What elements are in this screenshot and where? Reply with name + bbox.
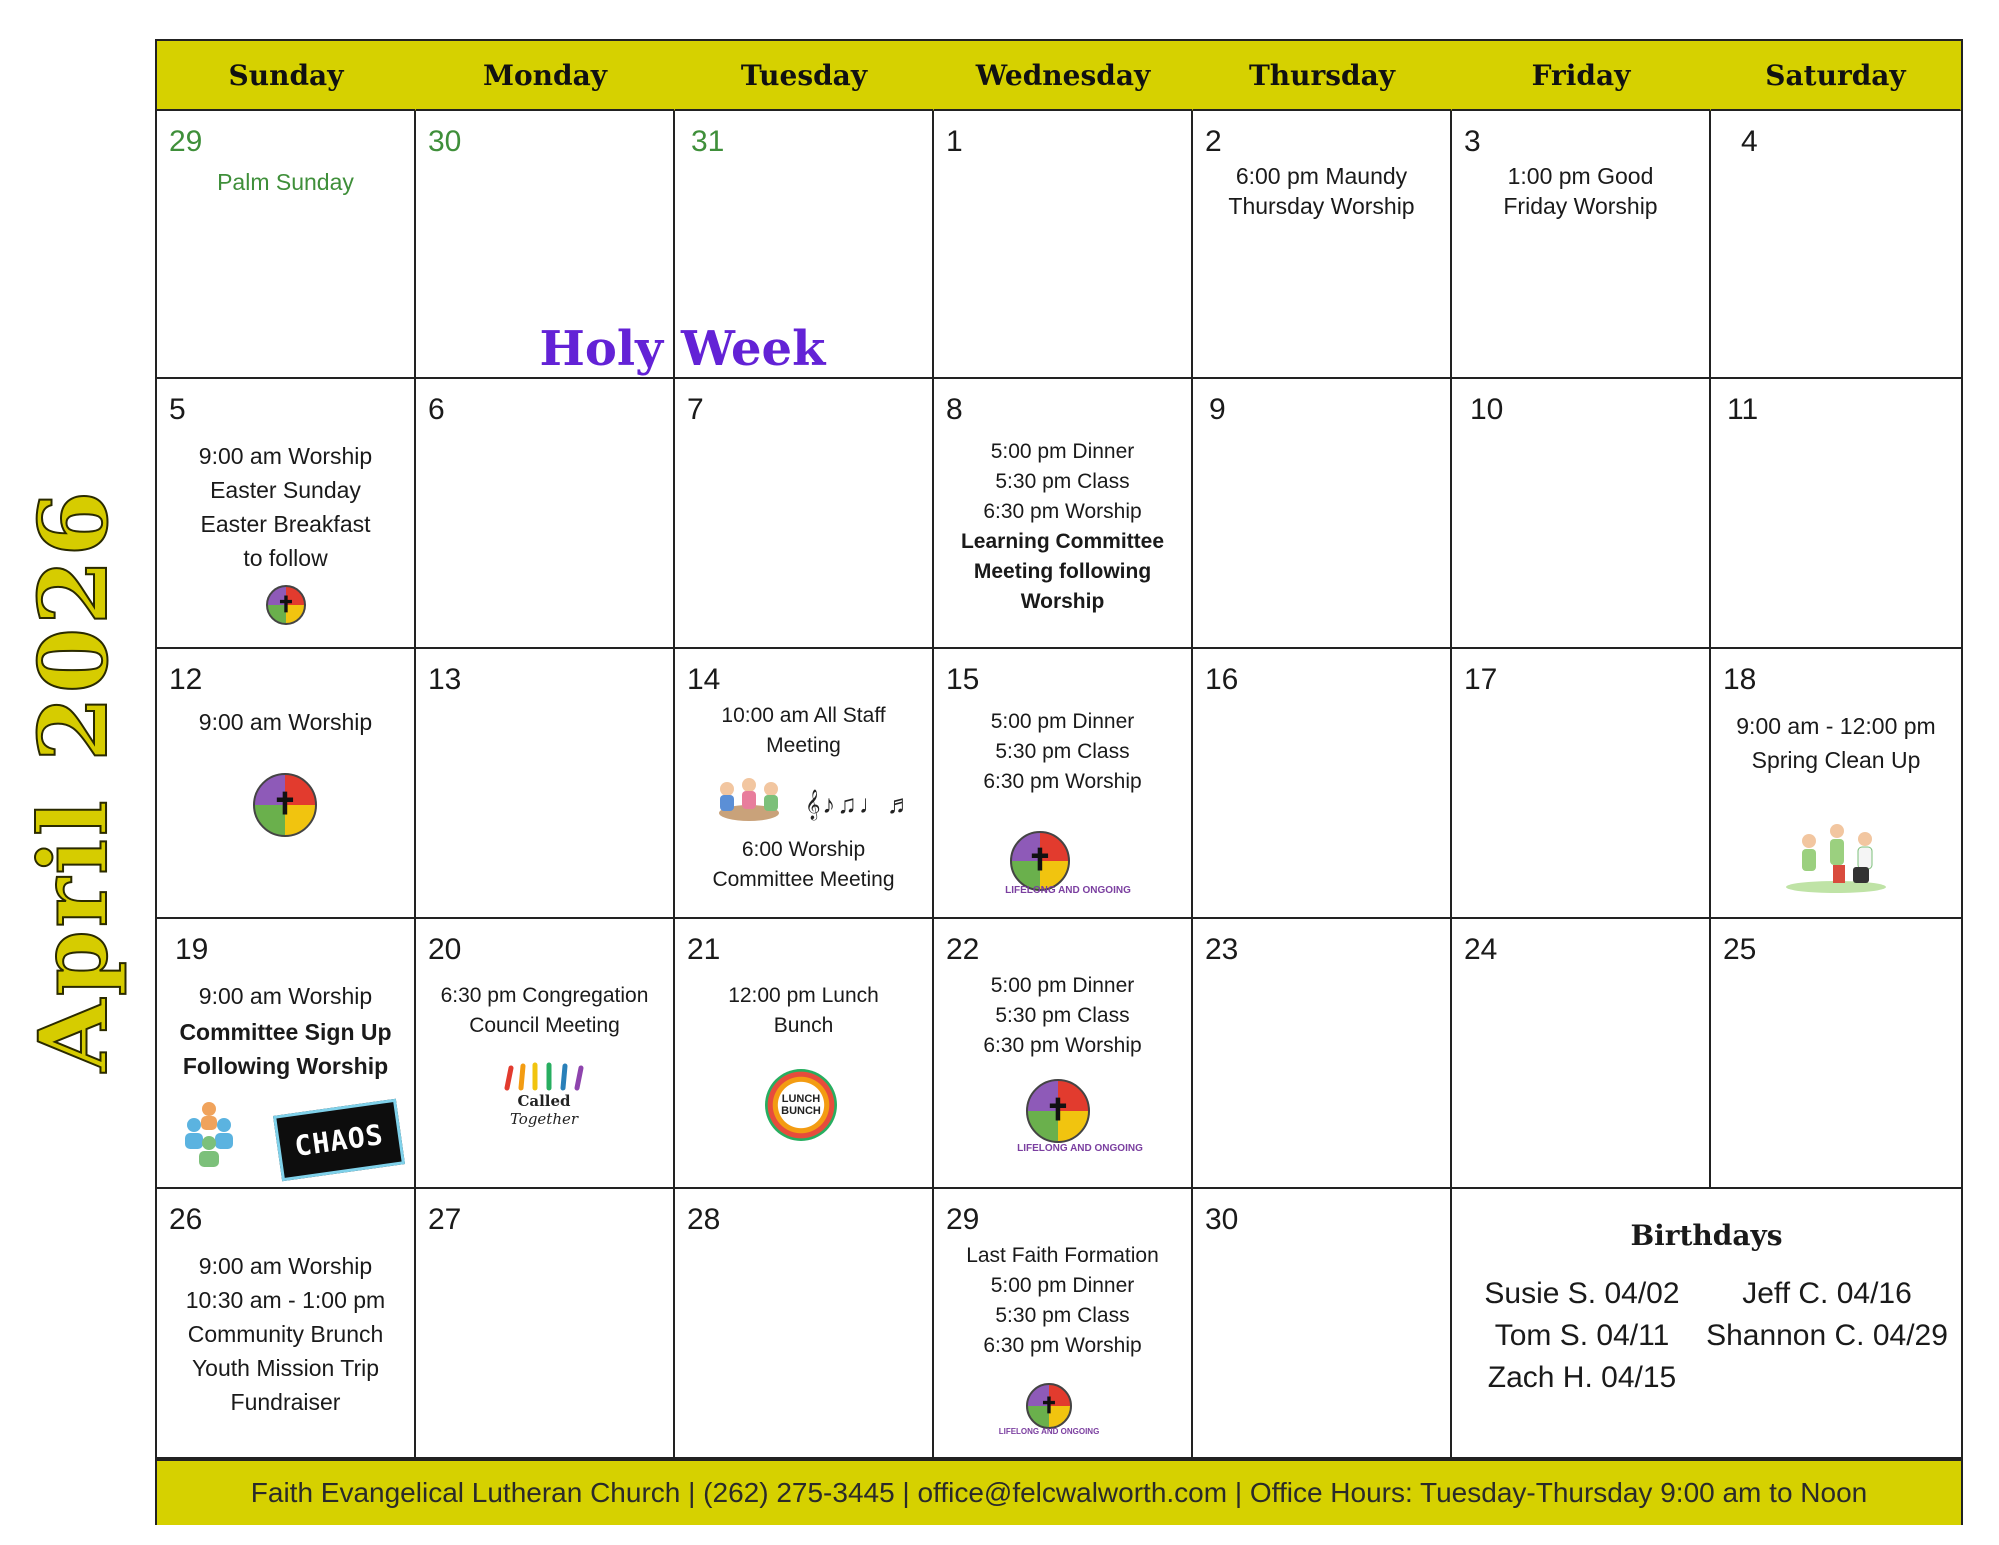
day-cell xyxy=(1193,649,1452,919)
day-cell xyxy=(416,379,675,649)
holy-week-label: Week xyxy=(681,321,826,377)
lunch-bunch-logo-icon xyxy=(765,1069,837,1141)
day-header-saturday: Saturday xyxy=(1711,41,1961,111)
day-number: 7 xyxy=(687,393,704,426)
day-cell xyxy=(934,919,1193,1189)
faith-formation-logo-icon: ✝ xyxy=(1010,831,1070,891)
day-cell xyxy=(675,649,934,919)
day-header-tuesday: Tuesday xyxy=(675,41,934,111)
day-cell xyxy=(1711,111,1961,379)
day-number: 16 xyxy=(1205,663,1239,696)
day-cell xyxy=(1193,919,1452,1189)
day-number: 29 xyxy=(169,125,203,158)
clean-up-people-icon xyxy=(1781,819,1891,895)
day-number: 30 xyxy=(1205,1203,1239,1236)
month-title xyxy=(19,488,130,1072)
day-header-wednesday: Wednesday xyxy=(934,41,1193,111)
day-header-thursday: Thursday xyxy=(1193,41,1452,111)
day-number: 25 xyxy=(1723,933,1757,966)
day-number: 9 xyxy=(1209,393,1226,426)
event-text: 9:00 am Worship 10:30 am - 1:00 pm Community Brunch Youth Mission Trip Fundraiser xyxy=(185,1253,386,1415)
church-logo-icon: ✝ xyxy=(266,585,306,625)
day-number: 22 xyxy=(946,933,980,966)
day-cell xyxy=(1452,111,1711,379)
holy-week-label: Holy xyxy=(539,321,663,377)
day-number: 31 xyxy=(691,125,725,158)
day-cell xyxy=(157,919,416,1189)
faith-formation-logo-icon: ✝ xyxy=(1026,1079,1090,1143)
event-text: 6:00 Worship Committee Meeting xyxy=(712,838,895,891)
event-text: 9:00 am Worship Easter Sunday Easter Breakfast to follow xyxy=(198,443,373,571)
month-title-text: April 2026 xyxy=(19,488,130,1072)
day-number: 5 xyxy=(169,393,186,426)
day-cell xyxy=(675,919,934,1189)
day-number: 12 xyxy=(169,663,203,696)
day-number: 15 xyxy=(946,663,980,696)
lunch-text: LUNCH xyxy=(781,1093,821,1105)
event-text: 9:00 am Worship xyxy=(198,709,373,735)
day-cell xyxy=(1711,919,1961,1189)
day-number: 26 xyxy=(169,1203,203,1236)
day-cell xyxy=(1193,111,1452,379)
day-number: 23 xyxy=(1205,933,1239,966)
day-number: 13 xyxy=(428,663,462,696)
day-cell xyxy=(934,1189,1193,1459)
called-together-logo-icon xyxy=(496,1057,592,1133)
faith-formation-caption: LIFELONG AND ONGOING xyxy=(1005,885,1131,896)
day-number: 29 xyxy=(946,1203,980,1236)
day-cell xyxy=(1193,379,1452,649)
day-cell xyxy=(157,649,416,919)
calendar-grid xyxy=(155,39,1963,1525)
event-text: 5:00 pm Dinner 5:30 pm Class 6:30 pm Worship xyxy=(983,974,1142,1057)
day-number: 27 xyxy=(428,1203,462,1236)
day-cell xyxy=(416,111,675,379)
day-number: 28 xyxy=(687,1203,721,1236)
event-text: 5:00 pm Dinner 5:30 pm Class 6:30 pm Worship xyxy=(983,710,1142,793)
day-number: 4 xyxy=(1741,125,1758,158)
meeting-people-icon xyxy=(711,773,787,825)
birthdays-list-left: Susie S. 04/02 Tom S. 04/11 Zach H. 04/15 xyxy=(1484,1277,1680,1394)
day-header-friday: Friday xyxy=(1452,41,1711,111)
event-text: Last Faith Formation 5:00 pm Dinner 5:30 pm Class 6:30 pm Worship xyxy=(966,1244,1159,1357)
day-cell xyxy=(934,649,1193,919)
day-cell xyxy=(1452,649,1711,919)
day-number: 11 xyxy=(1727,393,1759,426)
event-text: 1:00 pm Good Friday Worship xyxy=(1503,163,1658,219)
music-notes-icon: 𝄞♪♫♩♬ xyxy=(805,789,915,819)
day-cell xyxy=(416,649,675,919)
event-text: Palm Sunday xyxy=(217,169,354,195)
day-number: 17 xyxy=(1464,663,1498,696)
event-text: 5:00 pm Dinner 5:30 pm Class 6:30 pm Worship xyxy=(983,440,1142,523)
chaos-logo-icon: CHAOS xyxy=(273,1099,405,1182)
day-number: 6 xyxy=(428,393,445,426)
footer-contact: Faith Evangelical Lutheran Church | (262) 275-3445 | office@felcwalworth.com | Office Hours: Tuesday-Thursday 9:00 am to Noon xyxy=(157,1459,1961,1525)
day-number: 1 xyxy=(946,125,963,158)
day-number: 21 xyxy=(687,933,721,966)
day-header-monday: Monday xyxy=(416,41,675,111)
bunch-text: BUNCH xyxy=(781,1105,821,1117)
day-number: 20 xyxy=(428,933,462,966)
called-text: Called xyxy=(517,1092,571,1110)
faith-formation-caption: LIFELONG AND ONGOING xyxy=(1017,1143,1143,1154)
day-cell xyxy=(157,379,416,649)
day-cell xyxy=(1711,649,1961,919)
day-header-sunday: Sunday xyxy=(157,41,416,111)
event-text-bold: Learning Committee Meeting following Worship xyxy=(960,530,1165,613)
day-cell xyxy=(675,379,934,649)
day-cell xyxy=(1711,379,1961,649)
day-cell xyxy=(416,1189,675,1459)
event-text: 12:00 pm Lunch Bunch xyxy=(728,984,879,1037)
event-text: 6:00 pm Maundy Thursday Worship xyxy=(1228,163,1415,219)
day-cell xyxy=(675,1189,934,1459)
day-number: 24 xyxy=(1464,933,1498,966)
day-number: 10 xyxy=(1470,393,1504,426)
event-text-bold: Committee Sign Up Following Worship xyxy=(179,1019,392,1079)
event-text: 9:00 am Worship xyxy=(198,983,373,1009)
event-text: 6:30 pm Congregation Council Meeting xyxy=(440,984,649,1037)
day-number: 3 xyxy=(1464,125,1481,158)
day-cell xyxy=(416,919,675,1189)
day-number: 8 xyxy=(946,393,963,426)
day-number: 19 xyxy=(175,933,209,966)
birthdays-list-right: Jeff C. 04/16 Shannon C. 04/29 xyxy=(1706,1277,1948,1352)
day-cell xyxy=(1452,919,1711,1189)
event-text: 9:00 am - 12:00 pm Spring Clean Up xyxy=(1736,713,1936,773)
day-cell xyxy=(157,111,416,379)
birthdays-title: Birthdays xyxy=(1630,1219,1783,1252)
day-number: 14 xyxy=(687,663,721,696)
day-cell xyxy=(157,1189,416,1459)
event-text: 10:00 am All Staff Meeting xyxy=(721,704,886,757)
day-cell xyxy=(1452,379,1711,649)
church-logo-icon: ✝ xyxy=(253,773,317,837)
day-cell xyxy=(1193,1189,1452,1459)
group-people-icon xyxy=(179,1099,239,1169)
day-cell xyxy=(675,111,934,379)
day-cell xyxy=(934,379,1193,649)
day-number: 18 xyxy=(1723,663,1757,696)
day-number: 30 xyxy=(428,125,462,158)
faith-formation-caption: LIFELONG AND ONGOING xyxy=(998,1427,1100,1436)
birthdays-cell xyxy=(1452,1189,1961,1459)
faith-formation-logo-icon: ✝ xyxy=(1026,1383,1072,1429)
together-text: Together xyxy=(509,1110,579,1128)
day-number: 2 xyxy=(1205,125,1222,158)
day-cell xyxy=(934,111,1193,379)
